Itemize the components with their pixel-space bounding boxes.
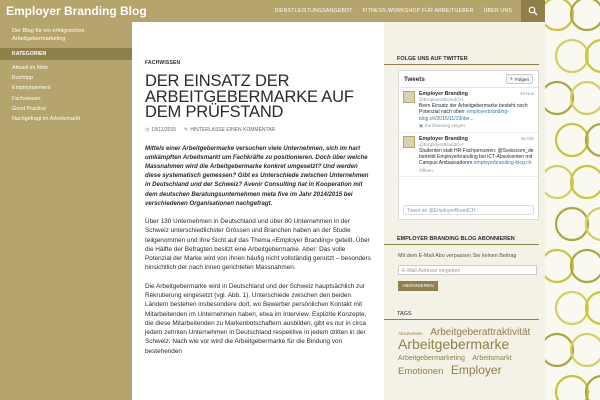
follow-label: Folgen <box>514 76 529 82</box>
tweet-link[interactable]: employerbranding-blog.ch/2015/11/19/der... <box>419 109 509 122</box>
category-link[interactable]: Nachgefragt im Arbeitsmarkt <box>12 116 81 123</box>
tag-link[interactable]: Arbeitgebermarketing <box>398 355 465 362</box>
tag-link[interactable]: Arbeitgebermarke <box>398 336 510 352</box>
category-link[interactable]: Aktuell im Netz <box>12 65 48 71</box>
tweet-handle[interactable]: @EmployerBrandCH <box>419 141 463 147</box>
pattern-circle <box>571 334 600 366</box>
subscribe-heading: EMPLOYER BRANDING BLOG ABONNIEREN <box>384 236 539 245</box>
post-meta <box>145 127 372 133</box>
tweet-body <box>419 91 534 129</box>
pattern-circle <box>545 0 573 30</box>
comment-link-text: HINTERLASSE EINEN KOMMENTAR <box>190 126 276 133</box>
site-tagline: Der Blog für ein erfolgreiches Arbeitgebermarketing <box>12 28 85 42</box>
image-icon: ▣ <box>419 122 424 128</box>
search-button[interactable] <box>521 0 545 22</box>
tweet-text-body: Studenten statt HR-Fachpersonen: @Swisscom_de betreibt Employerbranding bei ICT-Absolventen mit Campus Ambassadoren <box>419 147 534 167</box>
twitter-timeline-title: Tweets <box>404 75 425 83</box>
tweet[interactable] <box>399 133 538 177</box>
tweet-text <box>419 103 534 122</box>
post-title: DER EINSATZ DER ARBEITGEBERMARKE AUF DEM PRÜFSTAND <box>145 72 354 121</box>
left-sidebar <box>0 22 132 400</box>
nav-item-fitness-workshop[interactable]: FITNESS-WORKSHOP FÜR ARBEITGEBER <box>362 8 474 14</box>
pattern-circle <box>545 250 573 282</box>
tweet[interactable] <box>399 88 538 133</box>
twitter-widget-heading: FOLGE UNS AUF TWITTER <box>384 56 539 65</box>
tag-cloud <box>384 320 545 377</box>
pattern-circle <box>556 40 588 72</box>
twitter-timeline <box>398 70 539 220</box>
post-date-text: 19/11/2015 <box>151 126 177 133</box>
article <box>132 22 384 356</box>
pattern-circle <box>545 82 573 114</box>
category-link[interactable]: Employtainment <box>12 85 51 92</box>
tags-heading: TAGS <box>384 311 539 320</box>
tag-link[interactable]: Emotionen <box>398 366 444 377</box>
main-content <box>132 22 384 400</box>
category-link[interactable]: Good Practice <box>12 105 47 112</box>
pattern-circle <box>556 376 588 400</box>
tag-link[interactable]: Employer <box>450 363 502 377</box>
subscribe-widget <box>384 236 545 291</box>
categories-list <box>0 60 132 124</box>
tweet-date[interactable]: 19 Nov <box>519 91 534 96</box>
tweet-compose-input[interactable]: Tweet an @EmployerBrandCH <box>403 205 534 215</box>
nav-item-dienstleistungsangebot[interactable]: DIENSTLEISTUNGSANGEBOT <box>274 8 353 14</box>
twitter-timeline-header <box>399 71 538 88</box>
categories-heading: KATEGORIEN <box>0 48 132 60</box>
post-category-link[interactable]: FACHWISSEN <box>145 60 181 66</box>
main-nav <box>269 0 545 22</box>
tag-link[interactable]: Arbeitgeberattraktivität <box>430 327 531 338</box>
site-title[interactable]: Employer Branding Blog <box>6 4 147 18</box>
pattern-circle <box>556 124 588 156</box>
email-field[interactable]: E-Mail-Adresse eingeben <box>398 265 537 275</box>
tweet-text <box>419 148 534 167</box>
pattern-circle <box>571 82 600 114</box>
comment-link[interactable] <box>184 127 275 133</box>
clock-icon: ◷ <box>145 126 150 133</box>
decorative-background-pattern <box>545 0 600 400</box>
spacer <box>384 22 545 56</box>
comment-icon: ✎ <box>184 126 189 133</box>
nav-item-ueber-uns[interactable]: ÜBER UNS <box>483 8 512 14</box>
post-paragraph: Über 130 Unternehmen in Deutschland und über 80 Unternehmen in der Schweiz unterschiedlichster Grössen und Branchen haben an der Studie teilgenommen und ihre Sicht auf das Thema «Employer Branding» geteilt. Über die Hälfte der Befragten besitzt eine Arbeitgebermarke. Aber: Das volle Potenzial der Marke wird von ihnen häufig nicht vollständig genutzt – besonders hinsichtlich der nach innen gerichteten Massnahmen. <box>145 217 371 272</box>
tweet-expand-label: Kurzfassung zeigen <box>424 122 465 128</box>
pattern-circle <box>545 334 573 366</box>
category-link[interactable]: Buchtipp <box>12 75 33 82</box>
tweet-body <box>419 136 534 173</box>
post-paragraph: Die Arbeitgebermarke wird in Deutschland und der Schweiz hauptsächlich zur Rekrutierung eingesetzt (vgl. Abb. 1). Unterschiede zwischen den beiden Ländern bestehen insbesondere dort, wo Bewerber persönlichen Kontakt mit Mitarbeitenden im Unternehmen haben, etwa im Interview. Explizite Konzepte, die diese Mitarbeitenden zu Markenbotschaftern ausbilden, gibt es nur in circa jedem zehnten Unternehmen in Deutschland respektive in jedem dritten in der Schweiz. Nach wie vor wird die Arbeitgebermarke für die Bindung von bestehenden <box>145 282 367 355</box>
pattern-circle <box>545 166 573 198</box>
tag-link[interactable]: Arbeitsmarkt <box>472 355 512 362</box>
tag-link[interactable]: Absolventen <box>398 331 423 336</box>
pattern-circle <box>556 292 588 324</box>
avatar[interactable] <box>403 91 415 103</box>
search-icon <box>528 6 538 16</box>
category-link[interactable]: Fachwissen <box>12 95 41 102</box>
tweet-date[interactable]: 26 Okt <box>520 135 534 141</box>
subscribe-description: Mit dem E-Mail Abo verpassen Sie keinen Beitrag <box>398 253 517 259</box>
twitter-follow-button[interactable] <box>506 74 533 84</box>
post-date[interactable] <box>145 127 176 133</box>
avatar[interactable] <box>403 136 415 148</box>
subscribe-button[interactable]: ABONNIEREN <box>398 281 438 291</box>
post-lead: Mittels einer Arbeitgebermarke versuchen viele Unternehmen, sich im hart umkämpften Arbeitsmarkt um Fachkräfte zu positionieren. Doch über welche Massnahmen wird die Arbeitgebermarke konkret umgesetzt? Und werden diese systematisch gemessen? Gibt es Unterschiede zwischen Unternehmen in Deutschland und der Schweiz? Avenir Consulting hat in Kooperation mit dem deutschen Beratungsunternehmen meta five im Jahr 2014/2015 bei verschiedenen Organisationen nachgefragt. <box>145 144 369 207</box>
tweet-expand[interactable] <box>419 123 534 129</box>
tweet-link[interactable]: employerbranding-blog.ch <box>473 160 532 167</box>
circle-pattern <box>545 0 600 400</box>
pattern-circle <box>556 208 588 240</box>
pattern-circle <box>571 166 600 198</box>
tweet-text-body: Beim Einsatz der Arbeitgebermarke besteht noch Potenzial nach oben: <box>419 103 528 116</box>
pattern-circle <box>571 250 600 282</box>
right-sidebar <box>384 22 545 400</box>
tweet-author[interactable]: Employer Branding <box>419 91 468 97</box>
tweet-handle[interactable]: @EmployerBrandCH <box>419 97 463 102</box>
tweet-author[interactable]: Employer Branding <box>419 135 468 142</box>
pattern-circle <box>571 0 600 30</box>
tweet-open[interactable]: Öffnen <box>419 167 433 173</box>
bird-icon: ● <box>509 76 513 82</box>
site-header <box>0 0 545 22</box>
